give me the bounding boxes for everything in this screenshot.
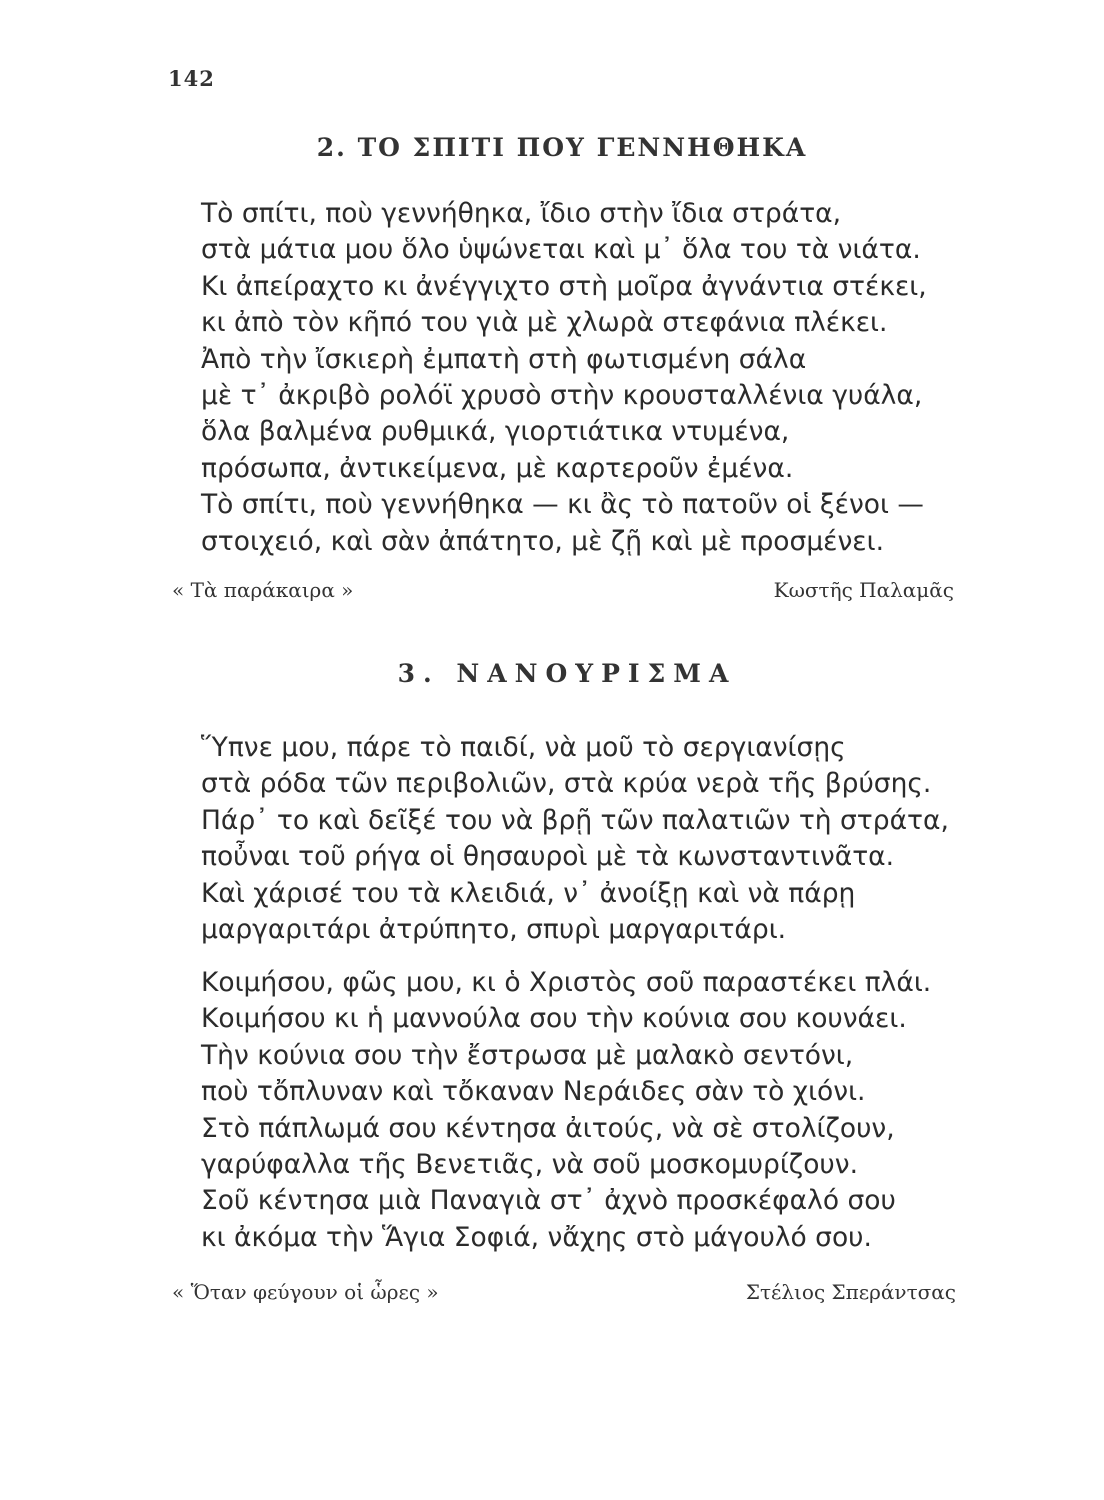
poem-title: 3. ΝΑΝΟΥΡΙΣΜΑ xyxy=(397,659,737,688)
poem-line: στὰ ρόδα τῶν περιβολιῶν, στὰ κρύα νερὰ τῆς βρύσης. xyxy=(201,768,932,800)
poem-line: Τὸ σπίτι, ποὺ γεννήθηκα, ἴδιο στὴν ἴδια στράτα, xyxy=(201,198,842,229)
poem-line: κι ἀκόμα τὴν Ἅγια Σοφιά, νἄχης στὸ μάγουλό σου. xyxy=(201,1221,872,1253)
poem-line: Κοιμήσου, φῶς μου, κι ὁ Χριστὸς σοῦ παραστέκει πλάι. xyxy=(201,967,932,998)
poem-author: Στέλιος Σπεράντσας xyxy=(745,1280,956,1304)
poem-line: Τὴν κούνια σου τὴν ἔστρωσα μὲ μαλακὸ σεντόνι, xyxy=(201,1039,854,1071)
poem-line: στὰ μάτια μου ὅλο ὑψώνεται καὶ μ᾽ ὅλα του τὰ νιάτα. xyxy=(201,234,921,266)
poem-line: Πάρ᾽ το καὶ δεῖξέ του νὰ βρῇ τῶν παλατιῶν τὴ στράτα, xyxy=(201,804,949,836)
poem-line: μὲ τ᾽ ἀκριβὸ ρολόϊ χρυσὸ στὴν κρουσταλλένια γυάλα, xyxy=(201,379,923,411)
poem-line: πρόσωπα, ἀντικείμενα, μὲ καρτεροῦν ἐμένα. xyxy=(201,452,794,484)
poem-line: στοιχειό, καὶ σὰν ἀπάτητο, μὲ ζῇ καὶ μὲ προσμένει. xyxy=(201,525,885,557)
poem-line: Σοῦ κέντησα μιὰ Παναγιὰ στ᾽ ἀχνὸ προσκέφαλό σου xyxy=(201,1185,896,1217)
poem-body xyxy=(201,196,927,560)
poem-line: Τὸ σπίτι, ποὺ γεννήθηκα — κι ἂς τὸ πατοῦν οἱ ξένοι — xyxy=(201,489,924,521)
poem-title: 2. ΤΟ ΣΠΙΤΙ ΠΟΥ ΓΕΝΝΗΘΗΚΑ xyxy=(316,133,808,162)
poem-line: μαργαριτάρι ἀτρύπητο, σπυρὶ μαργαριτάρι. xyxy=(201,913,787,945)
poem-line: Κι ἀπείραχτο κι ἀνέγγιχτο στὴ μοῖρα ἀγνάντια στέκει, xyxy=(201,270,927,302)
poem-line: Κοιμήσου κι ἡ μαννούλα σου τὴν κούνια σου κουνάει. xyxy=(201,1003,907,1035)
poem-line: Ὕπνε μου, πάρε τὸ παιδί, νὰ μοῦ τὸ σεργιανίσῃς xyxy=(201,732,846,763)
page-number: 142 xyxy=(168,66,215,91)
poem-source: « Ὅταν φεύγουν οἱ ὧρες » xyxy=(172,1280,439,1304)
poem-line: Ἀπὸ τὴν ἴσκιερὴ ἐμπατὴ στὴ φωτισμένη σάλα xyxy=(201,343,807,375)
poem-stanza xyxy=(201,730,949,948)
poem-line: γαρύφαλλα τῆς Βενετιᾶς, νὰ σοῦ μοσκομυρίζουν. xyxy=(201,1148,858,1180)
poem-line: ποὺ τὄπλυναν καὶ τὄκαναν Νεράιδες σὰν τὸ χιόνι. xyxy=(201,1076,866,1108)
poem-line: ὅλα βαλμένα ρυθμικά, γιορτιάτικα ντυμένα, xyxy=(201,416,790,448)
poem-line: ποὖναι τοῦ ρήγα οἱ θησαυροὶ μὲ τὰ κωνσταντινᾶτα. xyxy=(201,841,895,873)
poem-line: Καὶ χάρισέ του τὰ κλειδιά, ν᾽ ἀνοίξῃ καὶ νὰ πάρῃ xyxy=(201,877,856,909)
poem-stanza xyxy=(201,965,931,1256)
poem-line: Στὸ πάπλωμά σου κέντησα ἀιτούς, νὰ σὲ στολίζουν, xyxy=(201,1112,895,1144)
poem-line: κι ἀπὸ τὸν κῆπό του γιὰ μὲ χλωρὰ στεφάνια πλέκει. xyxy=(201,307,888,339)
poem-source: « Τὰ παράκαιρα » xyxy=(172,578,354,602)
poem-author: Κωστῆς Παλαμᾶς xyxy=(773,578,954,602)
